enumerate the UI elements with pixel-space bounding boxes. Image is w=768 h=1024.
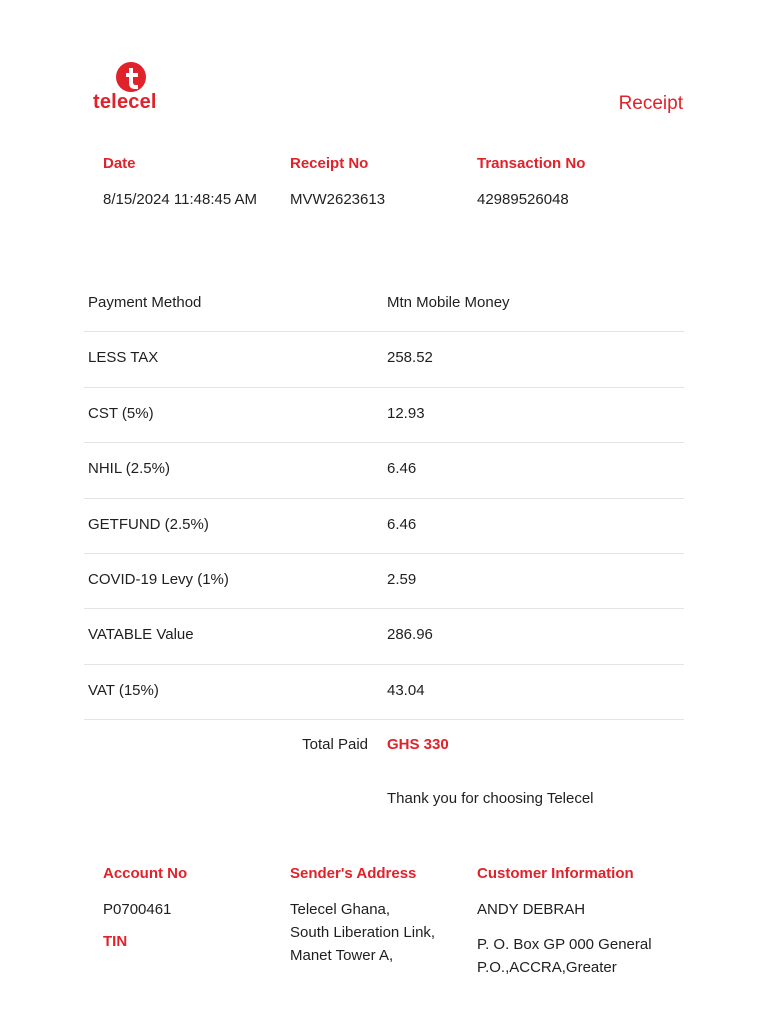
row-value: 2.59 <box>387 570 417 588</box>
row-label: GETFUND (2.5%) <box>88 515 209 533</box>
account-no-label: Account No <box>103 865 188 882</box>
row-label: LESS TAX <box>88 349 159 367</box>
sender-address-line: Manet Tower A, <box>290 947 394 964</box>
receipt-meta <box>103 154 703 224</box>
sender-address-label: Sender's Address <box>290 865 417 882</box>
table-row <box>84 609 684 664</box>
customer-information-label: Customer Information <box>477 865 634 882</box>
thank-you-message: Thank you for choosing Telecel <box>387 790 594 807</box>
transaction-no-label: Transaction No <box>477 155 586 172</box>
account-no-value: P0700461 <box>103 901 172 918</box>
customer-name: ANDY DEBRAH <box>477 901 586 918</box>
transaction-no-value: 42989526048 <box>477 191 569 208</box>
telecel-logo-icon <box>116 62 146 92</box>
table-row <box>84 388 684 443</box>
row-label: CST (5%) <box>88 404 154 422</box>
row-value: 43.04 <box>387 681 425 699</box>
sender-address <box>290 898 435 967</box>
row-label: COVID-19 Levy (1%) <box>88 570 229 588</box>
row-label: Payment Method <box>88 294 202 311</box>
total-paid-value: GHS 330 <box>387 736 449 753</box>
account-section <box>103 864 187 952</box>
customer-address-line: P. O. Box GP 000 General <box>477 936 652 953</box>
tin-label: TIN <box>103 933 128 950</box>
total-paid-label: Total Paid <box>302 736 368 753</box>
table-row <box>84 332 684 387</box>
meta-receipt-no <box>290 154 385 210</box>
table-row <box>84 499 684 554</box>
receipt-no-value: MVW2623613 <box>290 191 386 208</box>
receipt-no-label: Receipt No <box>290 155 369 172</box>
table-row <box>84 277 684 332</box>
row-value: 6.46 <box>387 460 417 478</box>
row-value: 12.93 <box>387 404 425 422</box>
sender-address-section <box>290 864 435 967</box>
customer-information-section <box>477 864 652 979</box>
row-value: 258.52 <box>387 349 433 367</box>
sender-address-line: South Liberation Link, <box>290 924 436 941</box>
table-row <box>84 665 684 720</box>
customer-address-line: P.O.,ACCRA,Greater <box>477 959 617 976</box>
date-label: Date <box>103 155 136 172</box>
page-title: Receipt <box>618 93 683 114</box>
row-value: 6.46 <box>387 515 417 533</box>
meta-transaction-no <box>477 154 585 210</box>
row-label: VATABLE Value <box>88 626 194 644</box>
customer-address <box>477 933 652 979</box>
logo-text: telecel <box>93 91 157 113</box>
row-value: Mtn Mobile Money <box>387 294 510 311</box>
table-row <box>84 554 684 609</box>
row-value: 286.96 <box>387 626 433 644</box>
date-value: 8/15/2024 11:48:45 AM <box>103 191 258 208</box>
row-label: NHIL (2.5%) <box>88 460 170 478</box>
total-paid-row <box>0 736 768 758</box>
telecel-logo <box>93 62 173 114</box>
row-label: VAT (15%) <box>88 681 159 699</box>
table-row <box>84 443 684 498</box>
sender-address-line: Telecel Ghana, <box>290 901 391 918</box>
meta-date <box>103 154 257 210</box>
tax-breakdown-table <box>84 277 684 720</box>
